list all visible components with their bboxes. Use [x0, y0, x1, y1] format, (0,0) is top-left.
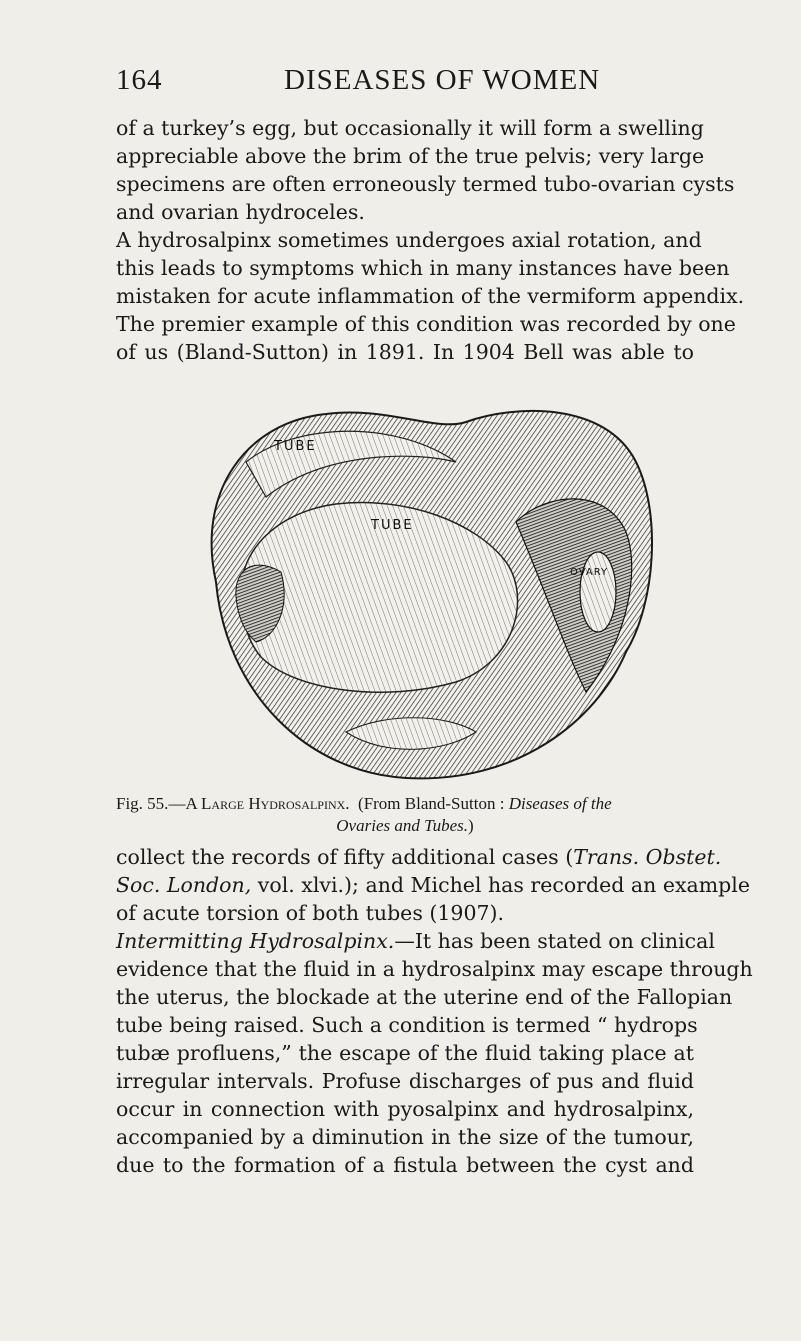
text-line: The premier example of this condition was recorded by one [116, 312, 736, 336]
text-line: this leads to symptoms which in many instances have been [116, 256, 730, 280]
text-line: accompanied by a diminution in the size of the tumour, [116, 1125, 694, 1149]
text-line: of acute torsion of both tubes (1907). [116, 901, 505, 925]
caption-book-title-cont: Ovaries and Tubes. [336, 816, 469, 835]
hydrosalpinx-illustration [186, 392, 666, 788]
text-line: Soc. London, vol. xlvi.); and Michel has recorded an example [116, 873, 750, 897]
page-number: 164 [116, 64, 163, 96]
text-line: collect the records of fifty additional cases (Trans. Obstet. [116, 845, 722, 869]
text-line: specimens are often erroneously termed tubo-ovarian cysts [116, 172, 735, 196]
text-line: A hydrosalpinx sometimes undergoes axial rotation, and [116, 228, 702, 252]
paragraph-4 [116, 927, 753, 1179]
section-heading: Intermitting Hydrosalpinx. [116, 929, 395, 953]
text-line: of a turkey’s egg, but occasionally it will form a swelling [116, 116, 704, 140]
caption-book-title: Diseases of the [508, 794, 612, 813]
text-line: of us (Bland-Sutton) in 1891. In 1904 Bell was able to [116, 340, 694, 364]
figure-number: Fig. 55. [116, 794, 169, 813]
text-line: tubæ profluens,” the escape of the fluid taking place at [116, 1041, 694, 1065]
text-line: the uterus, the blockade at the uterine end of the Fallopian [116, 985, 733, 1009]
text-line: and ovarian hydroceles. [116, 200, 365, 224]
label-tube-lower: TUBE [371, 518, 414, 533]
text-line: tube being raised. Such a condition is termed “ hydrops [116, 1013, 698, 1037]
figure-title: —A Large Hydrosalpinx. [168, 794, 350, 813]
paragraph-2 [116, 226, 745, 366]
caption-source: (From Bland-Sutton : [358, 794, 509, 813]
text-line: occur in connection with pyosalpinx and hydrosalpinx, [116, 1097, 694, 1121]
running-title: DISEASES OF WOMEN [284, 64, 601, 96]
paragraph-1 [116, 114, 735, 226]
figure-caption: Fig. 55.—A Large Hydrosalpinx. (From Bland-Sutton : Diseases of the Ovaries and Tubes.) [116, 794, 612, 835]
paragraph-3 [116, 843, 750, 927]
text-line: evidence that the fluid in a hydrosalpinx may escape through [116, 957, 753, 981]
text-line: due to the formation of a fistula between the cyst and [116, 1153, 694, 1177]
text-line: appreciable above the brim of the true pelvis; very large [116, 144, 705, 168]
text-line: Intermitting Hydrosalpinx.—It has been stated on clinical [116, 929, 715, 953]
text-line: irregular intervals. Profuse discharges of pus and fluid [116, 1069, 694, 1093]
label-tube-upper: TUBE [274, 439, 317, 454]
engraving-figure [186, 392, 666, 788]
label-ovary: OVARY [570, 567, 609, 578]
text-line: mistaken for acute inflammation of the vermiform appendix. [116, 284, 745, 308]
running-header [116, 64, 691, 104]
